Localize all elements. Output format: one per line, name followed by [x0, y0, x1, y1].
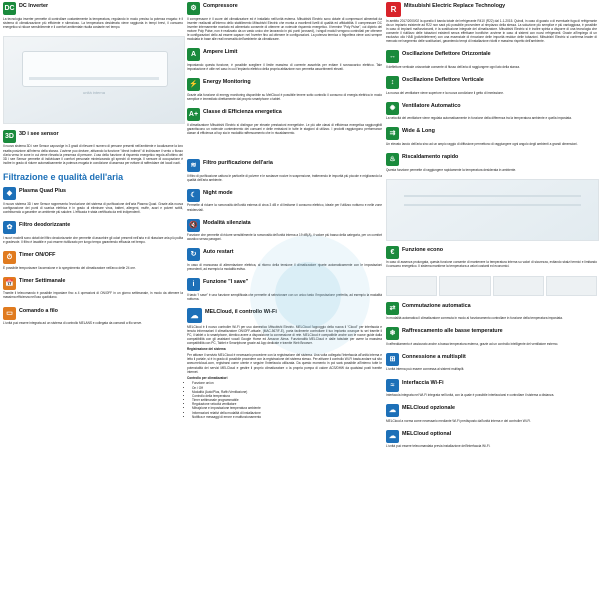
feature-body: MELCloud a norma come necessario mediante Wi-Fi predisposto dall'unità interna e del controller Wi-Fi. [386, 418, 531, 423]
watermark-circle-small [275, 262, 341, 328]
feature-dc-inverter [3, 2, 183, 29]
feature-title: 3D i see sensor [19, 130, 59, 137]
column-right [386, 2, 597, 598]
weekly-timer-icon: 📅 [3, 277, 16, 290]
feature-title: Riscaldamento rapido [402, 154, 459, 161]
melcloud-optional-icon-2: ☁ [386, 430, 399, 443]
feature-energy-monitoring [187, 78, 382, 101]
purification-icon: ≋ [187, 159, 200, 172]
feature-3d-i-see-sensor [3, 130, 183, 165]
feature-body: La nuova del ventilatore viene superiore e la nuova condizione il getto di immissione. [386, 90, 504, 95]
feature-modalita-silenziata [187, 219, 382, 242]
louver-shape [404, 195, 581, 197]
feature-body: Grazie alla funzione di energy monitoring disponibile su MelCloud è possibile tenere sotto controllo il consumo di energia elettrica in modo semplice e immediato direttamente dal proprio smartphone o tablet. [187, 92, 382, 101]
feature-title: Interfaccia Wi-Fi [402, 379, 444, 386]
feature-connessione-multisplit [386, 353, 597, 372]
multisplit-icon: ⊞ [386, 353, 399, 366]
feature-title: Timer Settimanale [19, 277, 66, 284]
feature-title: Energy Monitoring [203, 79, 251, 86]
product-image-main [3, 36, 185, 124]
thumbnail-image [546, 276, 597, 296]
ampere-icon: A [187, 48, 200, 61]
feature-body: Il filtro di purificazione cattura le particelle di polvere e le sostanze nocive in sospensione, trattenendo le impurità più piccole e migliorando la qualità dell'aria ambiente. [187, 173, 382, 182]
low-temp-cooling-icon: ❄ [386, 327, 399, 340]
fast-heating-icon: ♨ [386, 153, 399, 166]
melcloud-extra-1 [386, 379, 597, 398]
feature-title: Funzione "I save" [203, 279, 249, 286]
feature-title: Comando a filo [19, 307, 58, 314]
list-item: • Regolazione velocità ventilatore [192, 402, 382, 406]
feature-title: Raffrescamento alle basse temperature [402, 328, 503, 335]
feature-title: Wide & Long [402, 128, 435, 135]
melcloud-subtitle-controls: Controllo per climatizzatori [187, 375, 228, 380]
night-icon: ☾ [187, 189, 200, 202]
column-left [3, 2, 183, 598]
feature-body: L'unità interna può essere connessa ai sistemi multisplit. [386, 367, 465, 372]
silent-icon: 🔇 [187, 219, 200, 232]
feature-body: Interfaccia integrata nel Wi-Fi integrata nell'unità, con la quale è possibile interfacciarsi e controllare il sistema a distanza. [386, 393, 555, 397]
thumbnail-image [439, 276, 490, 296]
feature-body: In caso di mancanza di alimentazione elettrica, al ritorno della tensione il climatizzatore riparte automaticamente con le impostazioni precedenti, ad esempio la modalità estiva. [187, 262, 382, 272]
feature-mitsubishi-replace [386, 2, 597, 43]
feature-commutazione-automatica [386, 302, 597, 321]
feature-body: Funzione che permette di ridurre sensibilmente la rumorosità dell'unità interna a 19 dB(A), il valore più basso della categoria, per un comfort acustico senza paragoni. [187, 233, 382, 242]
feature-riscaldamento-rapido [386, 153, 597, 172]
feature-body: Il nuovo sistema 3D i see Sensor capovolge in 3 gradi di rilevare il numero di persone presenti nell'ambiente e localizzarne la loro esatta posizione all'interno della stanza. L'aviene puo deviare, attivando la funzione "direct indirect" di indirizzare il vento o flusso d'aria verso le zone in cui viene rilevata la presenza di persone. L'uso della funzione di risparmio energetico regola all'ottimo del 3D i see Sensor permette di individuare il comfort personale minimizzando gli sprechi di energia. Il sensore di occupazione è inoltre in grado di ridurre automaticamente la potenza erogata in condizione di assenza per evitare di raffreddare dei locali vuoti. [3, 144, 183, 166]
feature-body: La tecnologia inverter permette di controllare costantemente la temperatura, regolando in modo preciso la potenza erogata: è il sistema di climatizzazione più efficiente e silenzioso. La temperatura desiderata viene raggiunta in tempi brevi, il consumo energetico si riduce sensibilmente e il comfort ambientale risulta costante nel tempo. [3, 16, 183, 29]
list-item: • Funzione on/on [192, 381, 382, 385]
wifi-icon: ≈ [386, 379, 399, 392]
feature-body: Il raffreddamento è assicurato anche a bassa temperatura esterna, grazie ad un controllo intelligente del ventilatore esterno. [386, 341, 559, 346]
feature-body: Il deflettore verticale orizzontale consente di flusso dell'aria di raggiungere ogni lato della stanza. [386, 64, 520, 69]
dc-inverter-icon: DC [3, 2, 16, 15]
feature-body: In ambito 2017/2000/02 la questio il banda totale del refrigerante R410 (R22) dal 1-1-2015. Quindi, in caso di guasto o di eventuale fuga di refrigerante da un impianto esistente ad R22 non sarà più possibile provvedere al rimpiazzo della stessa. La soluzione più semplice e più vantaggiosa, è possibile in caso di impianti malfunzionanti, è la sostituzione integrale del climatizzatore. Mitsubishi Electric si è inoltre spinta a disporre di una tecnologia che consente il riutilizzo delle tubazioni esistenti senza effettuare bonifiche: avviene in caso di sistemi con nuovi refrigeranti. Grazie all'impiego di un esclusivo olio HAB (polivinileterere) con una essenziale di rimozione delle impurità residue delle tubazioni. Mitsubishi Electric si conferma leader di mercato nel segmento delle sostituzioni, garantendo tempi di installazione ridotti e massimo rispetto dell'ambiente. [386, 18, 597, 44]
feature-ampere-limit [187, 48, 382, 71]
deodorizing-icon: ✿ [3, 221, 16, 234]
thumbnail-strip [386, 276, 597, 296]
compressor-icon: ⚙ [187, 2, 200, 15]
feature-title: Compressore [203, 3, 238, 9]
section-title-air-quality: Filtrazione e qualità dell'aria [3, 172, 124, 183]
horizontal-swing-icon: ↔ [386, 50, 399, 63]
product-image-secondary [386, 179, 599, 241]
feature-title: Modalità silenziata [203, 219, 251, 226]
louver-shape [404, 204, 581, 206]
feature-title: Auto restart [203, 249, 234, 256]
feature-title: MELCloud opzionale [402, 405, 456, 412]
list-item: • Modalità (Auto/Plus, Raffr./Ventilazione) [192, 390, 382, 394]
feature-oscillazione-verticale [386, 76, 597, 95]
feature-timer-onoff [3, 251, 183, 270]
feature-body: L'unità può essere telecomandata previa installazione dell'interfaccia Wi-Fi. [386, 444, 491, 449]
list-item: • Controllo della temperatura [192, 394, 382, 398]
feature-night-mode [187, 189, 382, 212]
feature-body: I nuovi modelli sono dotati del filtro deodorizzante che permette di assorbire gli odori presenti nell'aria e di rilasciare aria più pulita e gradevole. Il filtro è lavabile e può essere riutilizzato per lungo tempo garantendo efficacia nel tempo. [3, 235, 183, 244]
feature-body: Un elevato lancio dell'aria sino ad un ampio raggio di diffusione permettono di raggiungere ogni angolo degli ambienti a grandi dimensioni. [386, 141, 578, 146]
feature-body: La velocità del ventilatore viene regolata automaticamente in funzione della differenza tra la temperatura ambiente e quella impostata. [386, 116, 572, 121]
list-item: • On / Off [192, 386, 382, 390]
feature-body: Il nuovo sistema 3D i see Sensor rappresenta l'evoluzione del sistema di purificazione dell'aria Plasma Quad. Grazie alla nuova configurazione dei punti di scarica elettrica è in grado di eliminare virus, batteri, allergeni, muffe, acari e polveri sottili, contribuendo a garantire un ambiente più salubre. L'efficacia è stata certificata da enti indipendenti. [3, 201, 183, 215]
auto-restart-icon: ↻ [187, 248, 200, 261]
feature-ventilatore-automatico [386, 102, 597, 121]
wide-long-icon: ⇉ [386, 127, 399, 140]
sensor-icon: 3D [3, 130, 16, 143]
melcloud-icon: ☁ [187, 308, 202, 323]
feature-title: Night mode [203, 189, 233, 196]
feature-wide-long [386, 127, 597, 146]
timer-icon: ⏱ [3, 251, 16, 264]
melcloud-optional-icon: ☁ [386, 404, 399, 417]
feature-title: Oscillazione Deflettore Orizzontale [402, 51, 491, 58]
feature-funzione-econo [386, 246, 597, 269]
feature-body: In caso di assenza prolungata, questa funzione consente di mantenere la temperatura interna su valori di sicurezza, evitando sbalzi termici e limitando il consumo energetico. Il sistema mantiene la temperatura a valori costanti ed economici. [386, 260, 597, 269]
feature-body: L'unità può essere integrata ad un sistema di controllo MELANS e collegata da comandi a filo serve. [3, 321, 143, 325]
melcloud-bullet-list [187, 381, 382, 418]
melcloud-subtitle-registration: Registrazione del sistema [187, 347, 226, 352]
unit-grill-shape [29, 77, 159, 80]
indoor-unit-shape [22, 51, 168, 87]
melcloud-extra-2 [386, 404, 597, 423]
feature-body: Permette di ridurre la rumorosità dell'unità esterna di circa 3 dB e di limitarne il consumo elettrico, ideale per l'utilizzo notturno e nelle zone residenziali. [187, 203, 382, 212]
feature-title: Mitsubishi Electric Replace Technology [404, 3, 506, 9]
list-item: • Timer settimanale programmabile [192, 398, 382, 402]
feature-body: Tramite il telecomando è possibile impostare fino a 4 operazioni di ON/OFF in un giorno settimanale, in modo da ottenere la massima efficienza nell'uso quotidiano. [3, 291, 183, 300]
feature-title: Oscillazione Deflettore Verticale [402, 77, 484, 84]
feature-filtro-purificazione [187, 159, 382, 182]
feature-raffrescamento-basse-temperature [386, 327, 597, 346]
replace-icon: R [386, 2, 401, 17]
econo-icon: € [386, 246, 399, 259]
feature-body: È possibile temporizzare l'accensione e lo spegnimento del climatizzatore nell'arco delle 24 ore. [3, 265, 136, 270]
efficiency-icon: A+ [187, 108, 200, 121]
feature-title: Connessione a multisplit [402, 353, 466, 360]
auto-fan-icon: ✹ [386, 102, 399, 115]
feature-title: MELCloud optional [402, 430, 452, 437]
feature-compressore [187, 2, 382, 41]
plasma-icon: ◆ [3, 187, 16, 200]
wired-controller-icon: ▭ [3, 307, 16, 320]
feature-title: Timer ON/OFF [19, 252, 56, 259]
feature-title: Classe di Efficienza energetica [203, 109, 282, 116]
feature-title: MELCloud, il controllo Wi-Fi [205, 309, 277, 316]
melcloud-registration-body: Per attivare il servizio MELCloud è necessario procedere con la registrazione del sistema. Una volta collegata l'interfaccia all'unità interna e letto il portale, si è in grado di possibile procedere con la registrazione del sistema stesso. Per attivare il controllo Wi-Fi basta andare sul sito www.melcloud.com, registrarsi come utente e seguire l'interfaccia utilizzata. Da questo momento in poi sarà possibile all'interno tutte le potenzialità dei servizi MELCloud e gestire il proprio climatizzatore o la propria pompa di calore ACS/DHW da qualsiasi posti tramite internet. [187, 353, 382, 374]
feature-body: Questa funzione permette di raggiungere rapidamente la temperatura desiderata in ambiente. [386, 167, 517, 172]
vertical-swing-icon: ↕ [386, 76, 399, 89]
feature-oscillazione-orizzontale [386, 50, 597, 69]
thumbnail-image [386, 276, 437, 296]
feature-title: Ampere Limit [203, 49, 238, 56]
energy-icon: ⚡ [187, 78, 200, 91]
feature-classe-efficienza [187, 108, 382, 135]
feature-timer-settimanale [3, 277, 183, 300]
feature-title: Filtro purificazione dell'aria [203, 160, 273, 167]
feature-plasma-quad-plus [3, 187, 183, 214]
list-item: • Notifica e messaggi di errore e malfunzionamento [192, 415, 382, 419]
feature-title: Plasma Quad Plus [19, 188, 67, 195]
feature-body: MELCloud è il nuovo controller Wi-Fi per uso domestico Mitsubishi Electric. MELCloud l'appoggio della nuova il "Cloud" per interfaccia e tenuta informazioni il climatizzatore ON/OFF-attuale, (MAC-567IF-E), porta facilmente controllare il tuo impianto ovunque tu sei tramite il PC, il tablet o lo smartphone, identico avere a disposizione la connessione di rete. MELCloud è compatibile anche con le nuove guide dalla compatibilità con gli assistant vocali Google Home ed Amazon Alexa. Funzionalità MELCloud e dalle tabulate per avere la massima compatibilità con PC, Tablet e Smartphone grazie ad App dedicate e tramite Web Browser. [187, 324, 382, 346]
melcloud-extra-3 [386, 430, 597, 449]
feature-body: Il compressore è il cuore del climatizzatore ed è installato nell'unità esterna. Mitsubishi Electric sono dotate di compressori alimentati da inverter realizzati all'interno dello stabilimento Mitsubishi Electric che monta a eccellenti livelli di qualità ed affidabilità. Il compressore DC Inverter internamente montato ed alimentato consente di ottenere un notevole risparmio energetico. Il termine "Poly Pulse", cui dipinto del motore Poly Pulse, non è realizzato da un vasto unico che lavorando in più punti (crossed), i singoli moduli vengono controllati per ottenere le configurazioni dello ad essere capace: nel 'inverter fino ad ottenere le configurazioni. La potenza termica o frigorifera viene così sempre modulata in base alle reali necessità dell'ambiente da climatizzare. [187, 16, 382, 42]
feature-title: Filtro deodorizzante [19, 222, 71, 229]
feature-title: Ventilatore Automatico [402, 102, 461, 109]
thumbnail-image [493, 276, 544, 296]
feature-filtro-deodorizzante [3, 221, 183, 244]
list-item: • Informazioni relativi della modalità di installazione [192, 411, 382, 415]
list-item: • Mitrajzione e impostazione temperatura ambiente [192, 406, 382, 410]
i-save-icon: i [187, 278, 200, 291]
feature-title: DC Inverter [19, 3, 49, 9]
feature-title: Commutazione automatica [402, 302, 471, 309]
feature-body: Impostando questa funzione, è possibile scegliere il limite massimo di corrente assorbita per evitare il sovraccarico elettrico. Tale impostazione è utile nel caso in cui l'impianto elettrico della propria abitazione non permetta assorbimenti elevati. [187, 62, 382, 72]
feature-body: In modalità automatica il climatizzatore commuta in modo al funzionamento controllare in funzione della temperatura impostata. [386, 316, 563, 321]
feature-comando-a-filo [3, 307, 183, 326]
auto-changeover-icon: ⇄ [386, 302, 399, 315]
feature-body: Il climatizzatore Mitsubishi Electric si distingue per elevate prestazioni energetiche. Le più alte classi di efficienza energetica raggiungibili garantiscono un notevole contenimento dei consumi e delle emissioni in tutte le stagioni di utilizzo. I prodotti raggiungono performance classe di efficienza al top sia in modalità raffrescamento che in riscaldamento. [187, 122, 382, 135]
feature-body: Il tasto "i save" è una funzione semplificata che permette di selezionare con un unico tasto l'impostazione preferita, ad esempio la modalità notturna. [187, 292, 382, 301]
brand-logo-placeholder: unità interna [82, 90, 106, 96]
feature-title: Funzione econo [402, 246, 444, 253]
